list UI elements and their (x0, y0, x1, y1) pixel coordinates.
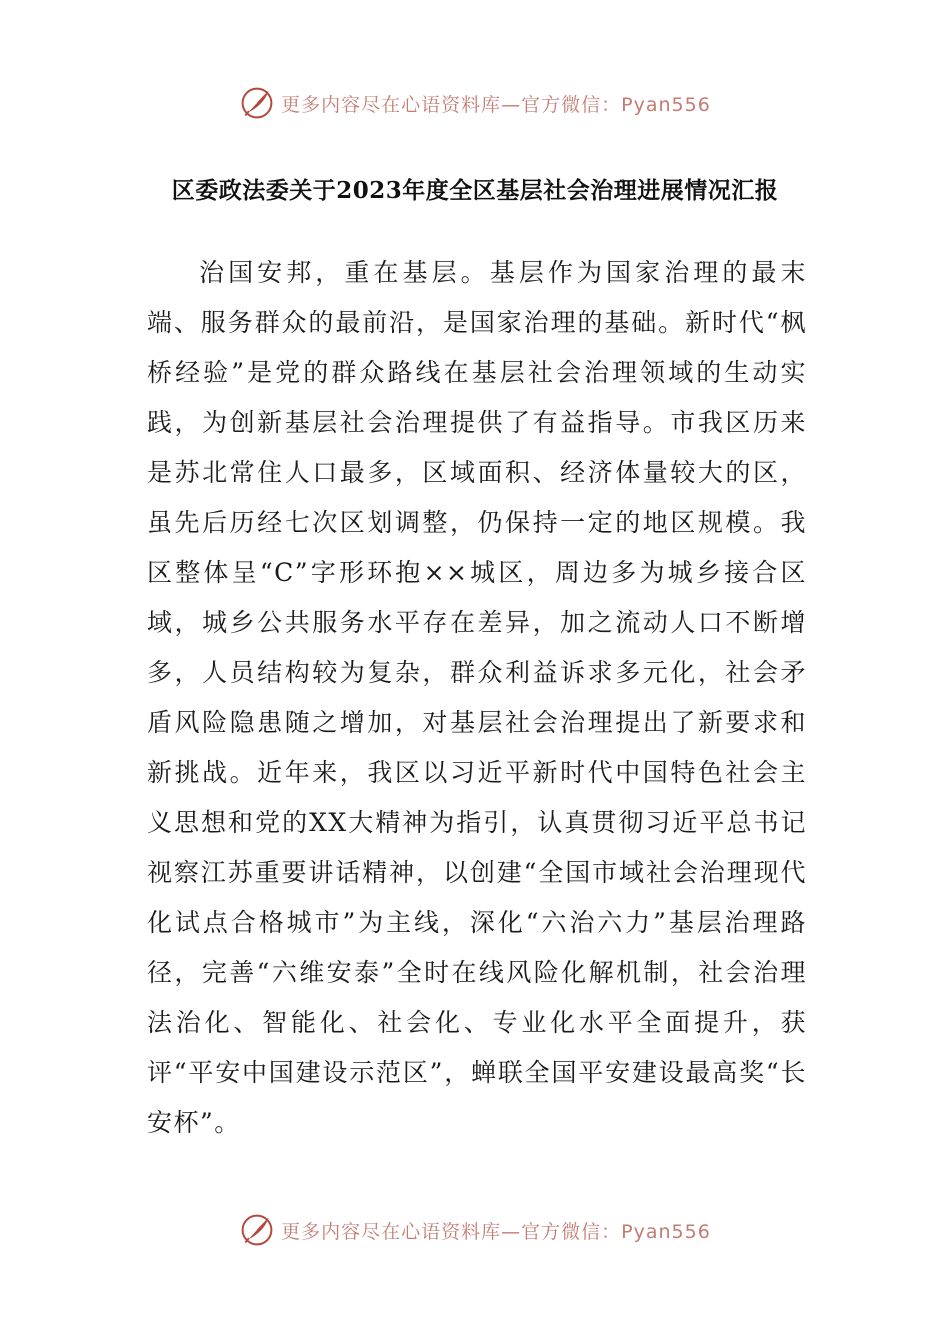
quill-pen-logo-icon (239, 85, 275, 121)
body-paragraph: 治国安邦，重在基层。基层作为国家治理的最末端、服务群众的最前沿，是国家治理的基础。新时代“枫桥经验”是党的群众路线在基层社会治理领域的生动实践，为创新基层社会治理提供了有益指导。市我区历来是苏北常住人口最多，区域面积、经济体量较大的区，虽先后历经七次区划调整，仍保持一定的地区规模。我区整体呈“C”字形环抱××城区，周边多为城乡接合区域，城乡公共服务水平存在差异，加之流动人口不断增多，人员结构较为复杂，群众利益诉求多元化，社会矛盾风险隐患随之增加，对基层社会治理提出了新要求和新挑战。近年来，我区以习近平新时代中国特色社会主义思想和党的XX大精神为指引，认真贯彻习近平总书记视察江苏重要讲话精神，以创建“全国市域社会治理现代化试点合格城市”为主线，深化“六治六力”基层治理路径，完善“六维安泰”全时在线风险化解机制，社会治理法治化、智能化、社会化、专业化水平全面提升，获评“平安中国建设示范区”，蝉联全国平安建设最高奖“长安杯”。 (147, 258, 807, 1137)
document-title: 区委政法委关于2023年度全区基层社会治理进展情况汇报 (171, 177, 779, 204)
quill-pen-logo-icon (239, 1212, 275, 1248)
watermark-text: 更多内容尽在心语资料库—官方微信：Pyan556 (281, 1220, 711, 1243)
footer-watermark (0, 1205, 950, 1255)
header-watermark (0, 78, 950, 128)
watermark-text: 更多内容尽在心语资料库—官方微信：Pyan556 (281, 93, 711, 116)
